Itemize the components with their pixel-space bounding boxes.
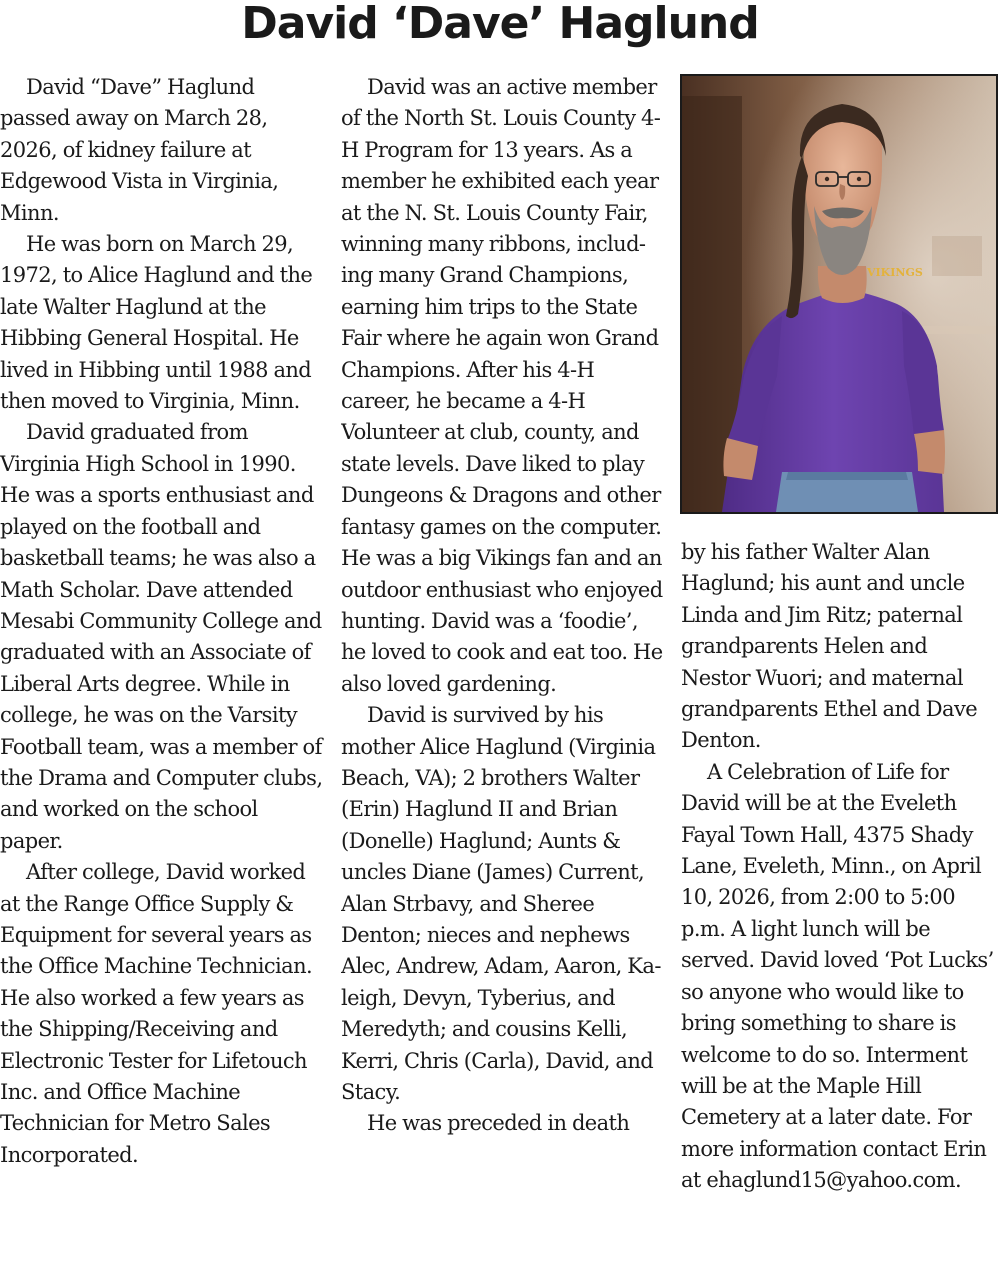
paragraph-birth: He was born on March 29, 1972, to Alice Haglund and the late Walter Haglund at the Hibbing General Hospital. He lived in Hibbing until 1988 and then moved to Virginia, Minn. <box>0 232 313 414</box>
headline: David ‘Dave’ Haglund <box>241 0 759 49</box>
paragraph-education: David graduated from Virginia High School in 1990. He was a sports enthusiast and played on the football and basketball teams; he was also a Math Scholar. Dave attended Mesabi Community College and graduated with an Associate of Liberal Arts degree. While in college, he was on the Varsity Football team, was a member of the Drama and Computer clubs, and worked on the school paper. <box>0 420 323 853</box>
obituary-column-2 <box>341 72 666 1262</box>
paragraph-celebration-of-life: A Celebration of Life for David will be at the Eveleth Fayal Town Hall, 4375 Shady Lane, Eveleth, Minn., on April 10, 2026, from 2:00 to 5:00 p.m. A light lunch will be served. David loved ‘Pot Lucks’ so anyone who would like to bring something to share is welcome to do so. Interment will be at the Maple Hill Cemetery at a later date. For more information contact Erin at ehaglund15@yahoo.com. <box>681 759 994 1193</box>
paragraph-career: After college, David worked at the Range Office Supply & Equipment for several years as the Office Machine Technician. He also worked a few years as the Shipping/Receiving and Electronic Tester for Lifetouch Inc. and Office Machine Technician for Metro Sales Incorporated. <box>0 860 313 1167</box>
portrait-illustration <box>682 76 996 512</box>
paragraph-4h-and-hobbies: David was an active member of the North St. Louis County 4-H Program for 13 years. As a member he exhibited each year at the N. St. Louis County Fair, winning many ribbons, including many Grand Champions, earning him trips to the State Fair where he again won Grand Champions. After his 4-H career, he became a 4-H Volunteer at club, county, and state levels. Dave liked to play Dungeons & Dragons and other fantasy games on the computer. He was a big Vikings fan and an outdoor enthusiast who enjoyed hunting. David was a ‘foodie’, he loved to cook and eat too. He also loved gardening. <box>341 75 663 696</box>
paragraph-preceded-in-death: He was preceded in death <box>367 1111 630 1136</box>
obituary-column-1 <box>0 72 325 1262</box>
paragraph-survived-by: David is survived by his mother Alice Haglund (Virginia Beach, VA); 2 brothers Walter (Erin) Haglund II and Brian (Donelle) Haglund; Aunts & uncles Diane (James) Current, Alan Strbavy, and Sheree Denton; nieces and nephews Alec, Andrew, Adam, Aaron, Kaleigh, Devyn, Tyberius, and Meredyth; and cousins Kelli, Kerri, Chris (Carla), David, and Stacy. <box>341 703 662 1104</box>
obituary-column-3 <box>681 537 1000 1237</box>
paragraph-preceded-continued: by his father Walter Alan Haglund; his aunt and uncle Linda and Jim Ritz; paternal grandparents Helen and Nestor Wuori; and maternal grandparents Ethel and Dave Denton. <box>681 540 978 753</box>
shirt-logo: VIKINGS <box>867 266 923 279</box>
portrait-photo <box>680 74 998 514</box>
paragraph-death-notice: David “Dave” Haglund passed away on March 28, 2026, of kidney failure at Edgewood Vista in Virginia, Minn. <box>0 75 279 225</box>
